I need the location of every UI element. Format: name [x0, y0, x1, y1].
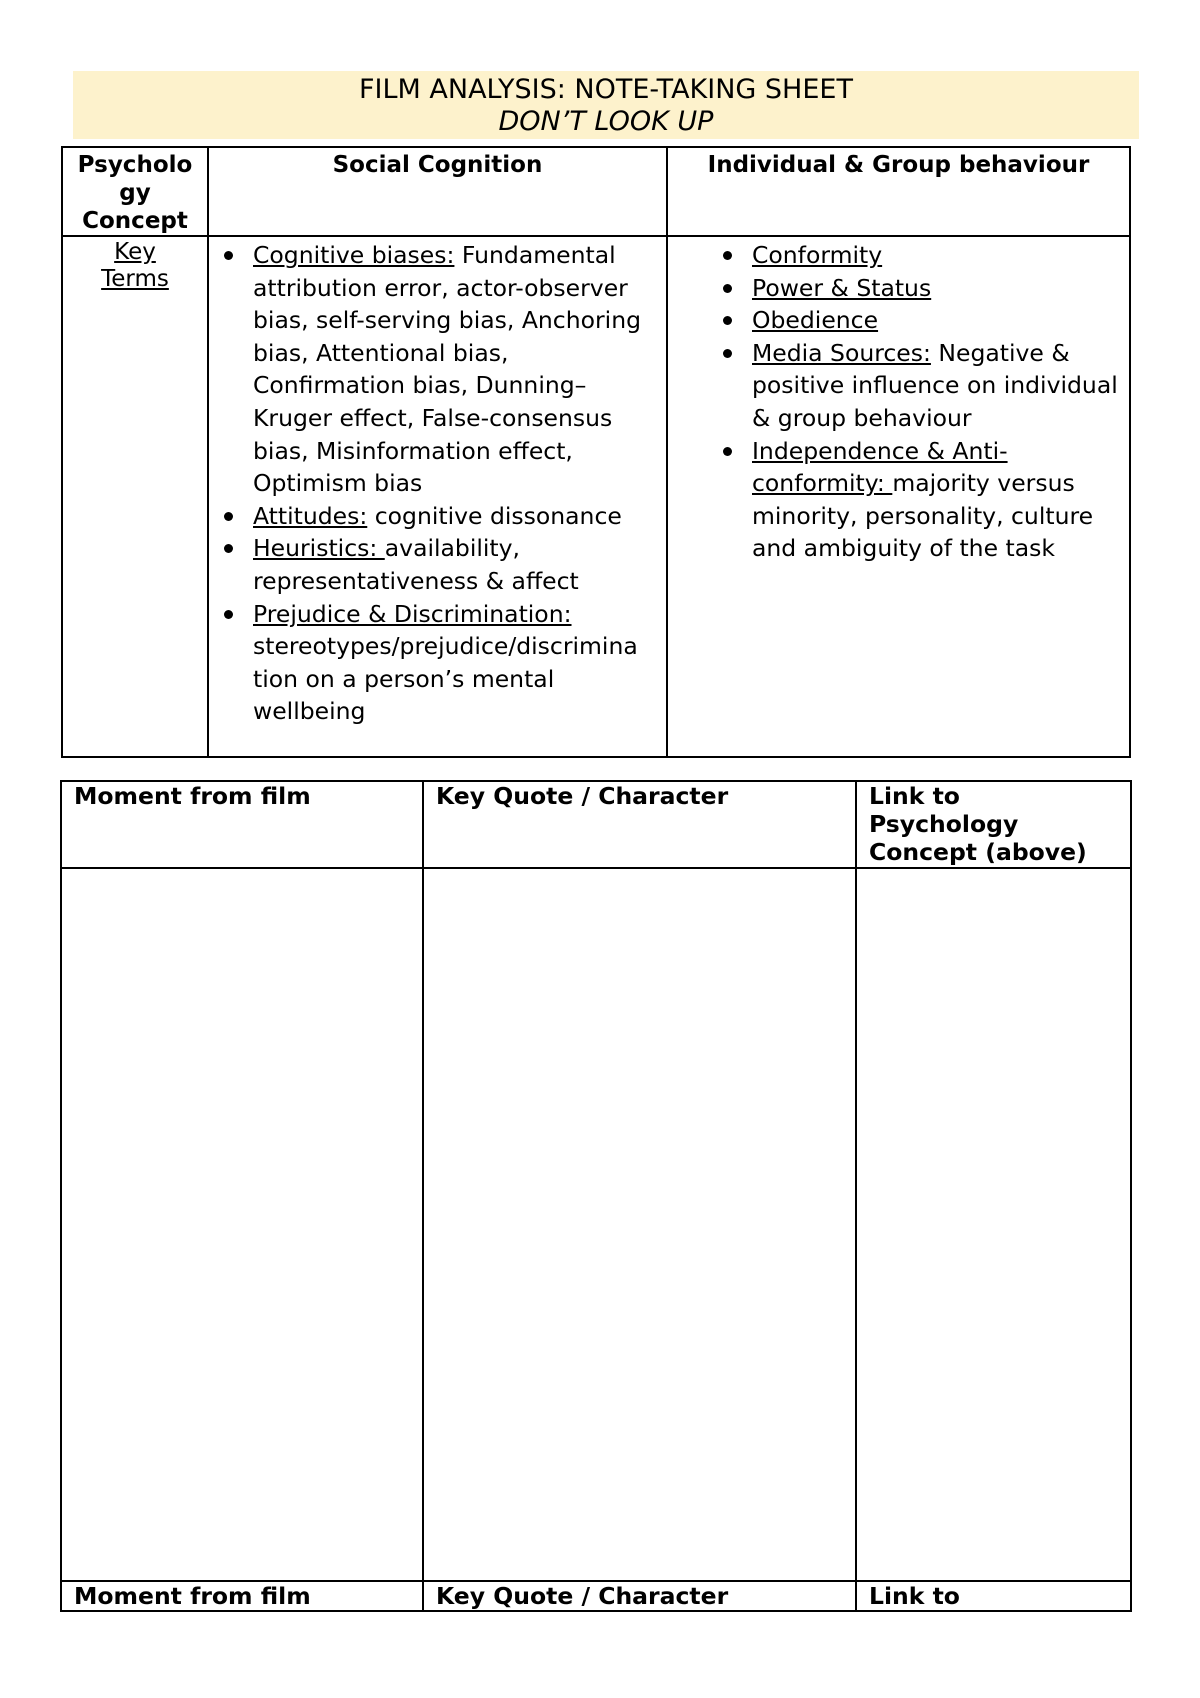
list-item: Obedience	[752, 304, 1119, 337]
list-item: Conformity	[752, 239, 1119, 272]
concept-table	[61, 146, 1131, 758]
social-cognition-list	[209, 237, 666, 728]
social-cognition-header: Social Cognition	[208, 147, 667, 236]
individual-group-cell	[667, 236, 1130, 757]
list-item: Cognitive biases: Fundamental attribution error, actor-observer bias, self-serving bias, Anchoring bias, Attentional bias, Confirmation bias, Dunning–Kruger effect, False-consensus bias, Misinformation effect, Optimism bias	[253, 239, 656, 500]
moment-entry-row	[61, 868, 1131, 1581]
link-entry-cell[interactable]	[856, 868, 1131, 1581]
moment-header-row	[61, 781, 1131, 868]
individual-group-header: Individual & Group behaviour	[667, 147, 1130, 236]
list-item: Heuristics: availability, representativeness & affect	[253, 532, 656, 597]
moment-table	[60, 780, 1132, 1612]
link-to-header-repeat: Link to	[856, 1581, 1131, 1611]
list-item: Independence & Anti-conformity: majority versus minority, personality, culture and ambiguity of the task	[752, 435, 1119, 565]
social-cognition-cell	[208, 236, 667, 757]
key-terms-row	[62, 236, 1130, 757]
list-item: Power & Status	[752, 272, 1119, 305]
quote-entry-cell[interactable]	[423, 868, 856, 1581]
psychology-concept-header: Psycholo gy Concept	[62, 147, 208, 236]
film-title: DON’T LOOK UP	[498, 106, 714, 137]
moment-header-row-repeat	[61, 1581, 1131, 1611]
concept-header-row	[62, 147, 1130, 236]
moment-entry-cell[interactable]	[61, 868, 423, 1581]
list-item: Attitudes: cognitive dissonance	[253, 500, 656, 533]
moment-from-film-header: Moment from film	[61, 781, 423, 868]
page-title: FILM ANALYSIS: NOTE-TAKING SHEET	[359, 74, 853, 105]
key-terms-label: Key Terms	[62, 236, 208, 757]
key-quote-header-repeat: Key Quote / Character	[423, 1581, 856, 1611]
title-banner	[73, 71, 1139, 139]
list-item: Media Sources: Negative & positive influence on individual & group behaviour	[752, 337, 1119, 435]
link-to-concept-header: Link to Psychology Concept (above)	[856, 781, 1131, 868]
list-item: Prejudice & Discrimination: stereotypes/prejudice/discrimina tion on a person’s mental wellbeing	[253, 598, 656, 728]
key-quote-header: Key Quote / Character	[423, 781, 856, 868]
moment-from-film-header-repeat: Moment from film	[61, 1581, 423, 1611]
individual-group-list	[668, 237, 1129, 565]
